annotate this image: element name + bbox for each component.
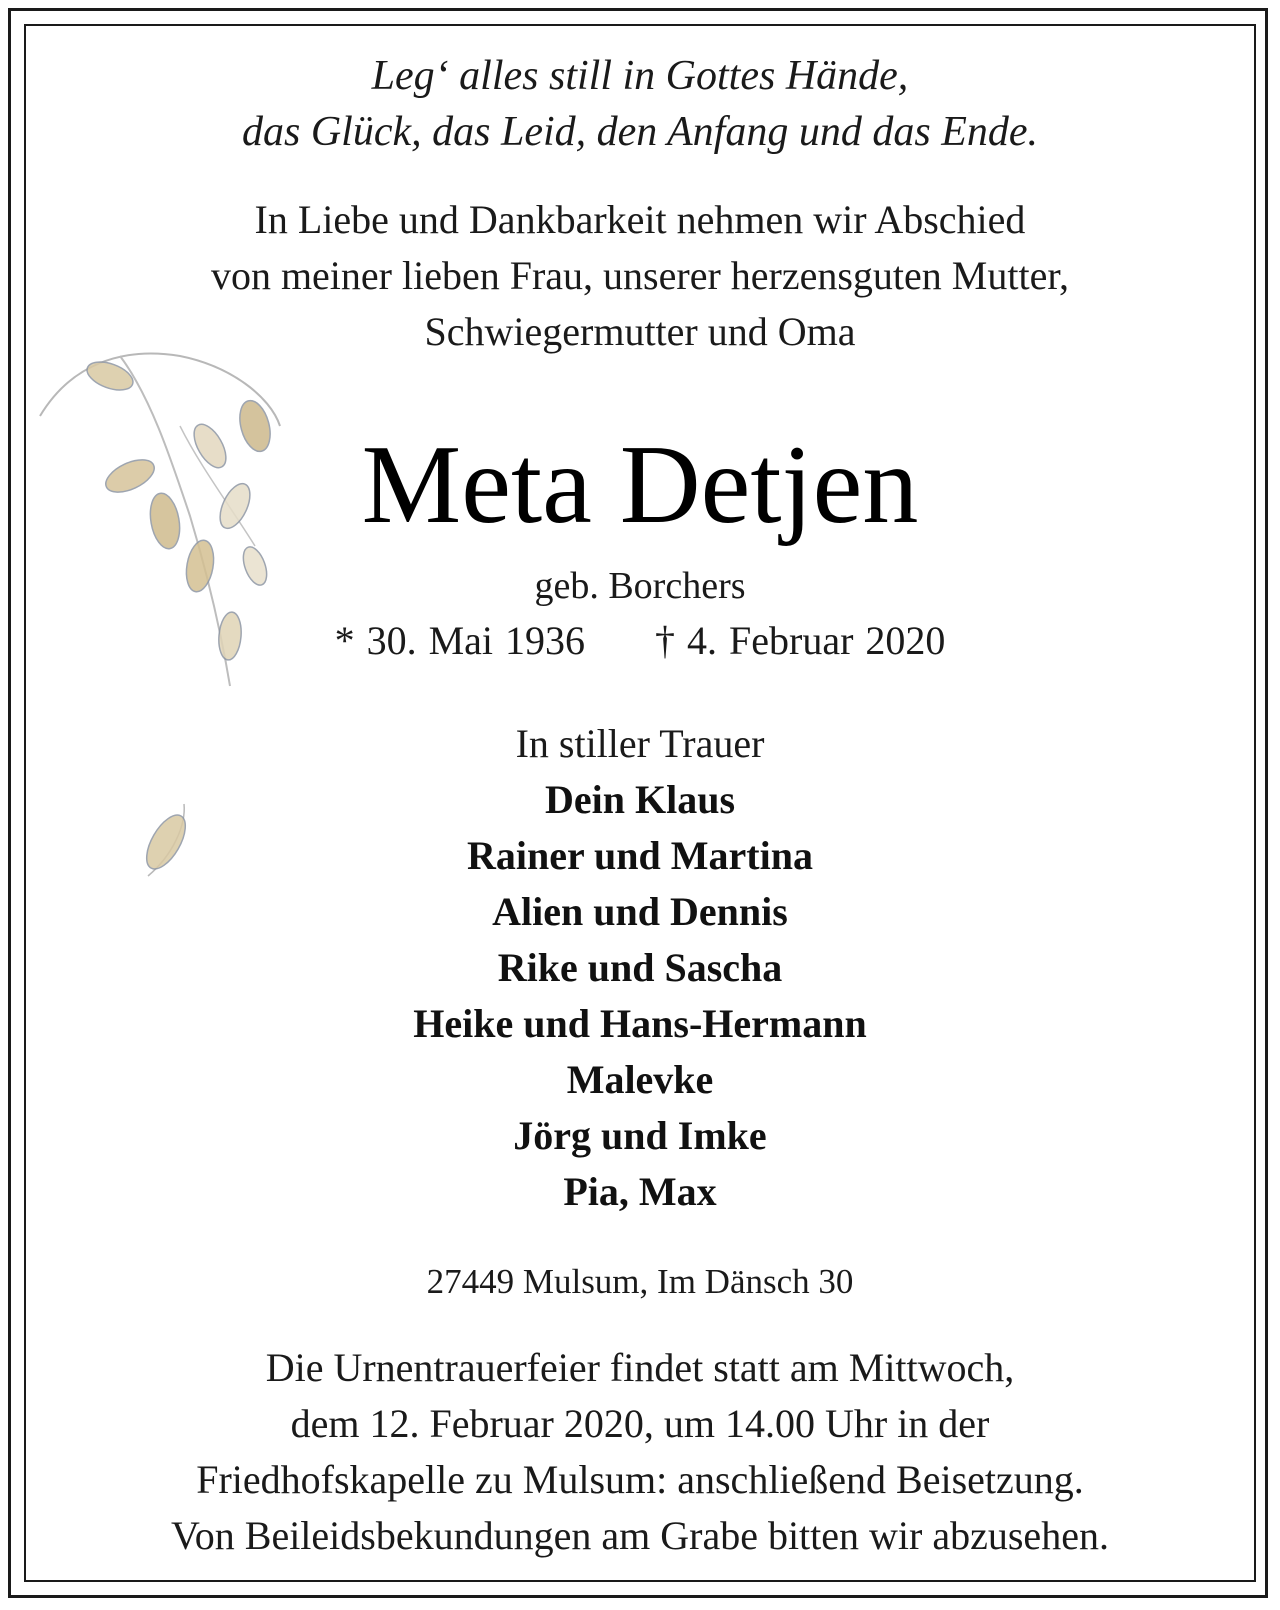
- deceased-name: Meta Detjen: [361, 423, 919, 547]
- mourner-name: Rainer und Martina: [467, 833, 813, 878]
- motto-verse: [24, 48, 1256, 160]
- service-info: [24, 1340, 1256, 1564]
- family-address: 27449 Mulsum, Im Dänsch 30: [426, 1262, 854, 1301]
- service-line-1: Die Urnentrauerfeier findet statt am Mittwoch,: [265, 1345, 1015, 1390]
- mourner-name: Heike und Hans-Hermann: [413, 1001, 867, 1046]
- death-date: † 4. Februar 2020: [655, 618, 946, 663]
- service-line-3: Friedhofskapelle zu Mulsum: anschließend Beisetzung.: [196, 1457, 1084, 1502]
- intro-line-2: von meiner lieben Frau, unserer herzensguten Mutter,: [210, 253, 1070, 298]
- mourner-name: Pia, Max: [563, 1169, 717, 1214]
- birth-date: * 30. Mai 1936: [334, 618, 586, 663]
- intro-line-1: In Liebe und Dankbarkeit nehmen wir Abschied: [254, 197, 1026, 242]
- intro-text: [24, 192, 1256, 360]
- mourner-name: Malevke: [566, 1057, 714, 1102]
- mourner-name: Rike und Sascha: [497, 945, 783, 990]
- motto-line-1: Leg‘ alles still in Gottes Hände,: [371, 53, 909, 99]
- motto-line-2: das Glück, das Leid, den Anfang und das Ende.: [242, 109, 1038, 155]
- service-line-4: Von Beileidsbekundungen am Grabe bitten wir abzusehen.: [171, 1513, 1109, 1558]
- mourner-list: [24, 772, 1256, 1220]
- birth-name: geb. Borchers: [534, 565, 746, 607]
- life-dates: [24, 614, 1256, 668]
- mourner-name: Jörg und Imke: [513, 1113, 767, 1158]
- mourner-name: Alien und Dennis: [492, 889, 788, 934]
- intro-line-3: Schwiegermutter und Oma: [424, 309, 856, 354]
- service-line-2: dem 12. Februar 2020, um 14.00 Uhr in der: [290, 1401, 990, 1446]
- mourning-heading: In stiller Trauer: [515, 721, 765, 766]
- mourner-name: Dein Klaus: [544, 777, 736, 822]
